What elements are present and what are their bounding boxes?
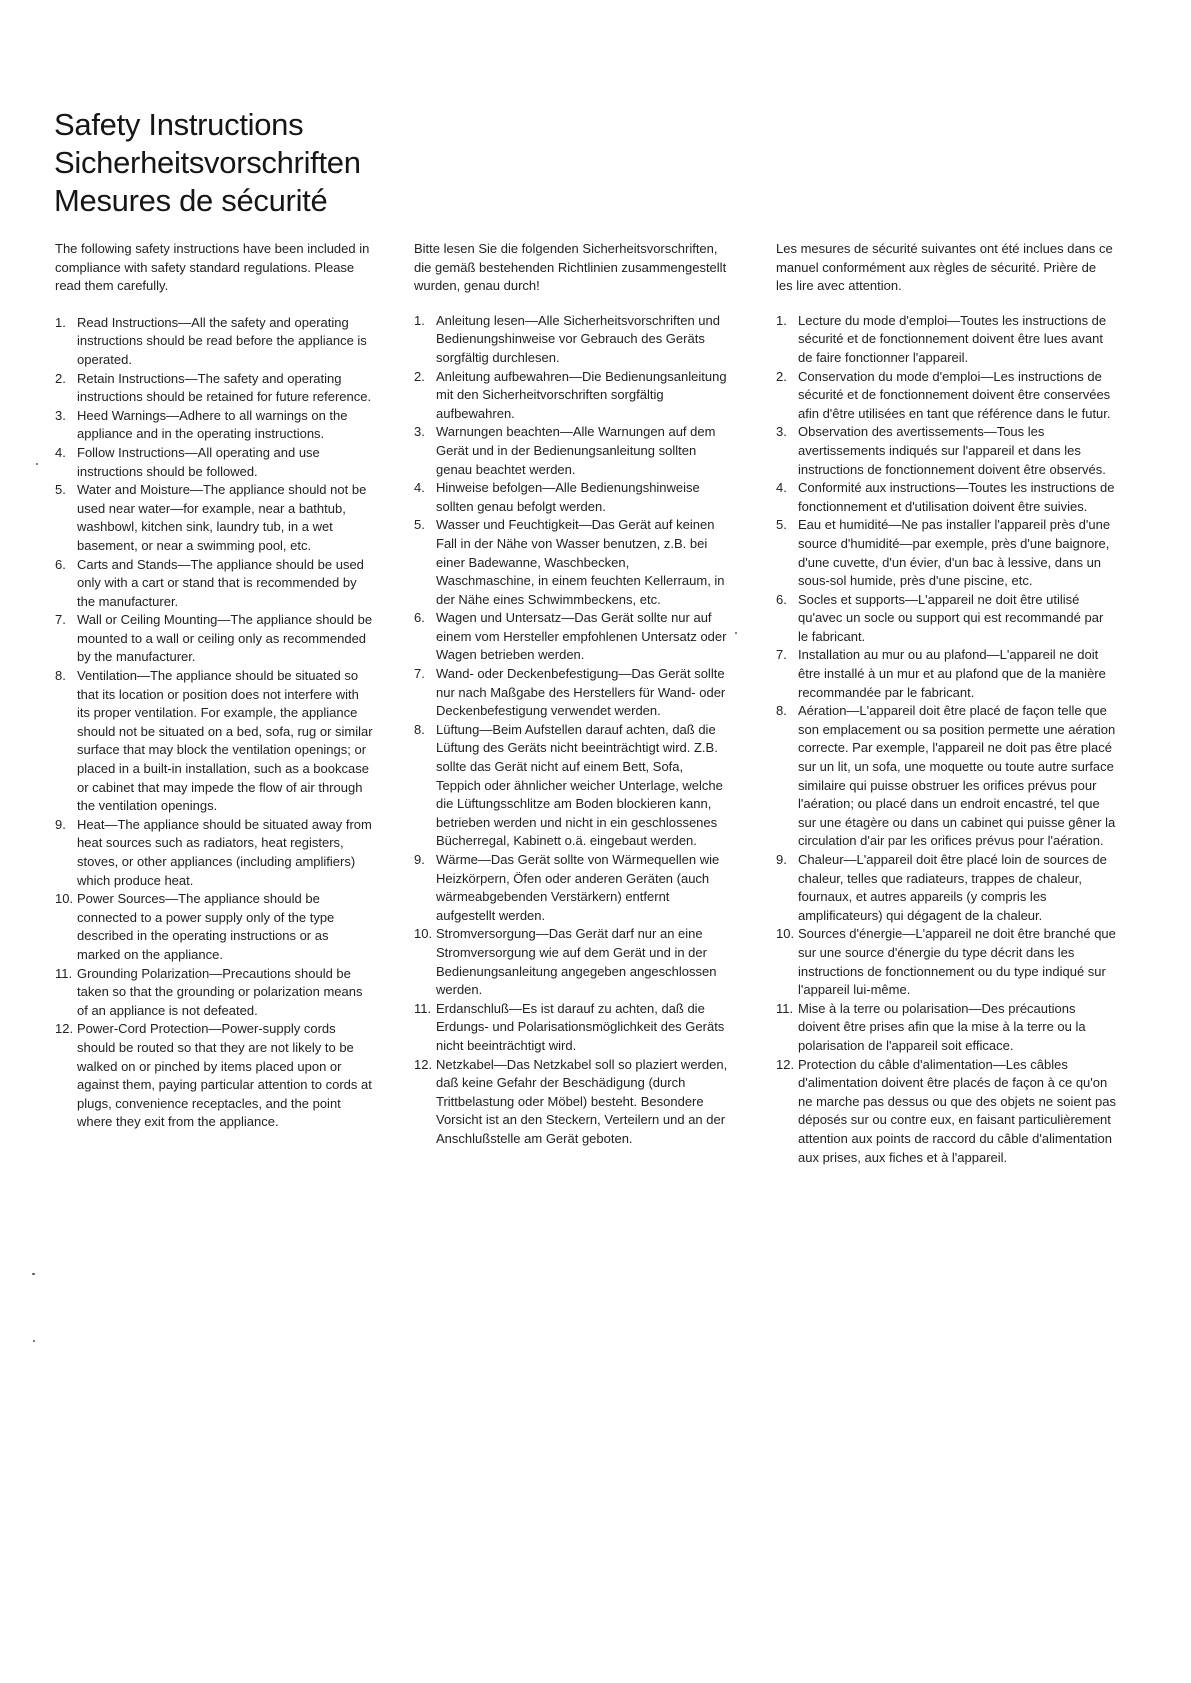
item-text: Conformité aux instructions—Toutes les instructions de fonctionnement et d'utilisation doivent être suivies. <box>798 480 1115 514</box>
item-text: Lecture du mode d'emploi—Toutes les instructions de sécurité et de fonctionnement doivent être lues avant de faire fonctionner l'appareil. <box>798 312 1107 365</box>
item-text: Wasser und Feuchtigkeit—Das Gerät auf keinen Fall in der Nähe von Wasser benutzen, z.B. bei einer Badewanne, Waschbecken, Waschmaschine, in einem feuchten Kellerraum, in der Nähe eines Schwimmbeckens, etc. <box>436 517 725 607</box>
item-text: Follow Instructions—All operating and use instructions should be followed. <box>77 444 320 479</box>
item-text: Power Sources—The appliance should be connected to a power supply only of the type described in the operating instructions or as marked on the appliance. <box>77 891 335 962</box>
item-number: 10. <box>776 926 795 942</box>
item-text: Netzkabel—Das Netzkabel soll so plaziert werden, daß keine Gefahr der Beschädigung (durch Trittbelastung oder Möbel) besteht. Besondere Vorsicht ist an den Steckern, Verteilern und an der Anschlußstelle am Gerät geboten. <box>436 1056 728 1146</box>
item-text: Water and Moisture—The appliance should not be used near water—for example, near a bathtub, washbowl, kitchen sink, laundry tub, in a wet basement, or near a swimming pool, etc. <box>77 482 367 553</box>
instruction-item <box>776 925 1116 999</box>
item-number: 8. <box>55 668 66 684</box>
item-number: 5. <box>55 482 66 498</box>
item-number: 5. <box>414 517 425 533</box>
item-text: Ventilation—The appliance should be situated so that its location or position does not interfere with its proper ventilation. For example, the appliance should not be situated on a bed, sofa, rug or similar surface that may block the ventilation openings; or placed in a built-in installation, such as a bookcase or cabinet that may impede the flow of air through the ventilation openings. <box>77 668 373 814</box>
instruction-item <box>414 1056 728 1149</box>
item-number: 1. <box>414 312 425 328</box>
item-text: Anleitung lesen—Alle Sicherheitsvorschriften und Bedienungshinweise vor Gebrauch des Geräts sorgfältig durchlesen. <box>436 312 720 365</box>
item-number: 7. <box>55 612 66 628</box>
item-number: 2. <box>776 368 787 384</box>
instruction-item <box>776 368 1116 424</box>
item-number: 1. <box>55 314 66 330</box>
item-text: Grounding Polarization—Precautions should be taken so that the grounding or polarization means of an appliance is not defeated. <box>77 965 363 1018</box>
item-text: Protection du câble d'alimentation—Les câbles d'alimentation doivent être placés de façon à ce qu'on ne marche pas dessus ou que des objets ne soient pas déposés sur ou contre eux, en faisant particulièrement attention aux points de raccord du câble d'alimentation aux prises, aux fiches et à l'appareil. <box>798 1056 1116 1165</box>
instruction-list <box>776 312 1116 1167</box>
instruction-item <box>55 370 375 407</box>
item-text: Mise à la terre ou polarisation—Des précautions doivent être prises afin que la mise à la terre ou la polarisation de l'appareil soit efficace. <box>798 1000 1086 1053</box>
scan-speck <box>735 632 737 634</box>
item-number: 12. <box>55 1021 74 1037</box>
instruction-item <box>55 314 375 370</box>
instruction-item <box>55 1020 375 1132</box>
instruction-item <box>55 890 375 964</box>
instruction-item <box>55 965 375 1021</box>
item-number: 11. <box>414 1000 432 1016</box>
instruction-item <box>776 851 1116 925</box>
item-text: Wall or Ceiling Mounting—The appliance should be mounted to a wall or ceiling only as recommended by the manufacturer. <box>77 612 373 665</box>
item-number: 9. <box>776 852 787 867</box>
item-number: 2. <box>55 370 66 386</box>
item-number: 4. <box>776 480 787 496</box>
item-number: 7. <box>414 666 425 682</box>
item-text: Lüftung—Beim Aufstellen darauf achten, daß die Lüftung des Geräts nicht beeinträchtigt wird. Z.B. sollte das Gerät nicht auf einem Bett, Sofa, Teppich oder ähnlicher weicher Unterlage, welche die Lüftungsschlitze am Boden blockieren kann, betrieben werden und nicht in ein geschlossenes Bücherregal, Kabinett o.ä. eingebaut werden. <box>436 721 723 849</box>
instruction-item <box>414 1000 728 1056</box>
page-title-block <box>54 106 361 220</box>
instruction-item <box>414 721 728 851</box>
item-number: 12. <box>776 1056 795 1072</box>
column-french <box>776 240 1116 1167</box>
item-number: 4. <box>414 480 425 496</box>
instruction-item <box>776 1056 1116 1168</box>
item-number: 9. <box>55 816 66 832</box>
item-number: 12. <box>414 1056 433 1072</box>
scan-speck <box>32 1273 35 1275</box>
instruction-item <box>414 479 728 516</box>
scan-speck <box>33 1340 35 1342</box>
intro-paragraph: Les mesures de sécurité suivantes ont été inclues dans ce manuel conformément aux règles de sécurité. Prière de les lire avec attention. <box>776 241 1113 294</box>
instruction-item <box>414 423 728 479</box>
item-text: Wand- oder Deckenbefestigung—Das Gerät sollte nur nach Maßgabe des Herstellers für Wand- oder Deckenbefestigung verwendet werden. <box>436 666 726 719</box>
item-number: 6. <box>414 610 425 626</box>
instruction-item <box>414 609 728 665</box>
instruction-item <box>414 665 728 721</box>
instruction-item <box>55 407 375 444</box>
title-german: Sicherheitsvorschriften <box>54 145 361 180</box>
instruction-item <box>55 444 375 481</box>
intro-paragraph: The following safety instructions have been included in compliance with safety standard regulations. Please read them carefully. <box>55 241 370 294</box>
instruction-item <box>776 312 1116 368</box>
instruction-item <box>776 646 1116 702</box>
instruction-item <box>776 423 1116 479</box>
item-number: 3. <box>55 407 66 423</box>
instruction-item <box>414 312 728 368</box>
item-text: Chaleur—L'appareil doit être placé loin de sources de chaleur, telles que radiateurs, trappes de chaleur, fournaux, et autres appareils (y compris les amplificateurs) qui dégagent de la chaleur. <box>798 852 1107 923</box>
instruction-item <box>414 925 728 999</box>
item-text: Conservation du mode d'emploi—Les instructions de sécurité et de fonctionnement doivent être conservées afin d'être utilisées en tant que référence dans le futur. <box>798 368 1111 421</box>
instruction-list <box>55 314 375 1132</box>
item-number: 11. <box>776 1000 794 1016</box>
item-number: 8. <box>776 703 787 719</box>
scan-speck <box>36 463 38 465</box>
item-number: 1. <box>776 312 787 328</box>
instruction-item <box>776 479 1116 516</box>
item-text: Heat—The appliance should be situated away from heat sources such as radiators, heat registers, stoves, or other appliances (including amplifiers) which produce heat. <box>77 816 372 888</box>
instruction-item <box>776 516 1116 590</box>
item-text: Sources d'énergie—L'appareil ne doit être branché que sur une source d'énergie du type décrit dans les instructions de fonctionnement ou du type indiqué sur l'appareil lui-même. <box>798 926 1116 998</box>
item-number: 11. <box>55 965 73 981</box>
item-text: Aération—L'appareil doit être placé de façon telle que son emplacement ou sa position permette une aération correcte. Par exemple, l'appareil ne doit pas être placé sur un lit, un sofa, une moquette ou toute autre surface similaire qui puisse obstruer les orifices prévus pour l'aération; ou placé dans un endroit encastré, tel que sur une étagère ou dans un cabinet qui puisse gêner la circulation d'air par les orifices prévus pour l'aération. <box>798 703 1116 849</box>
item-number: 7. <box>776 647 787 663</box>
item-text: Wagen und Untersatz—Das Gerät sollte nur auf einem vom Hersteller empfohlenen Untersatz oder Wagen betrieben werden. <box>436 610 727 663</box>
item-text: Stromversorgung—Das Gerät darf nur an eine Stromversorgung wie auf dem Gerät und in der Bedienungsanleitung angegeben angeschlossen werden. <box>436 926 717 998</box>
item-text: Wärme—Das Gerät sollte von Wärmequellen wie Heizkörpern, Öfen oder anderen Geräten (auch wärmeabgebenden Verstärkern) entfernt aufgestellt werden. <box>436 852 720 923</box>
intro-paragraph: Bitte lesen Sie die folgenden Sicherheitsvorschriften, die gemäß bestehenden Richtlinien zusammengestellt wurden, genau durch! <box>414 241 727 294</box>
instruction-item <box>776 591 1116 647</box>
instruction-item <box>776 702 1116 851</box>
item-number: 8. <box>414 721 425 737</box>
instruction-item <box>776 1000 1116 1056</box>
instruction-item <box>55 816 375 890</box>
item-text: Socles et supports—L'appareil ne doit être utilisé qu'avec un socle ou support qui est recommandé par le fabricant. <box>798 591 1104 644</box>
item-text: Erdanschluß—Es ist darauf zu achten, daß die Erdungs- und Polarisationsmöglichkeit des Geräts nicht beeinträchtigt wird. <box>436 1000 725 1053</box>
item-text: Anleitung aufbewahren—Die Bedienungsanleitung mit den Sicherheitvorschriften sorgfältig aufbewahren. <box>436 368 727 421</box>
column-english <box>55 240 375 1132</box>
instruction-item <box>414 851 728 925</box>
item-number: 2. <box>414 368 425 384</box>
item-number: 10. <box>414 926 433 942</box>
item-text: Read Instructions—All the safety and operating instructions should be read before the appliance is operated. <box>77 314 367 367</box>
item-text: Warnungen beachten—Alle Warnungen auf dem Gerät und in der Bedienungsanleitung sollten genau beachtet werden. <box>436 424 716 477</box>
title-english: Safety Instructions <box>54 107 304 142</box>
item-text: Carts and Stands—The appliance should be used only with a cart or stand that is recommended by the manufacturer. <box>77 556 364 609</box>
instruction-item <box>55 556 375 612</box>
item-text: Retain Instructions—The safety and operating instructions should be retained for future reference. <box>77 370 372 405</box>
item-text: Eau et humidité—Ne pas installer l'appareil près d'une source d'humidité—par exemple, près d'une baignore, d'une cuvette, d'un évier, d'un bac à lessive, dans un sous-sol humide, près d'une piscine, etc. <box>798 517 1111 589</box>
instruction-list <box>414 312 728 1149</box>
item-number: 6. <box>55 556 66 572</box>
instruction-item <box>55 611 375 667</box>
item-number: 9. <box>414 852 425 867</box>
item-text: Hinweise befolgen—Alle Bedienungshinweise sollten genau befolgt werden. <box>436 480 700 514</box>
instruction-item <box>414 516 728 609</box>
item-number: 4. <box>55 444 66 460</box>
item-text: Installation au mur ou au plafond—L'appareil ne doit être installé à un mur et au plafond que de la manière recommandée par le fabricant. <box>798 647 1106 700</box>
item-number: 10. <box>55 891 74 907</box>
item-number: 5. <box>776 517 787 533</box>
instruction-item <box>414 368 728 424</box>
instruction-item <box>55 667 375 816</box>
item-number: 3. <box>776 424 787 440</box>
title-french: Mesures de sécurité <box>54 183 328 218</box>
item-number: 6. <box>776 591 787 607</box>
instruction-item <box>55 481 375 555</box>
item-text: Observation des avertissements—Tous les avertissements indiqués sur l'appareil et dans les instructions de fonctionnement doivent être observés. <box>798 424 1106 477</box>
item-text: Power-Cord Protection—Power-supply cords should be routed so that they are not likely to be walked on or pinched by items placed upon or against them, paying particular attention to cords at plugs, convenience receptacles, and the point where they exit from the appliance. <box>77 1021 372 1130</box>
column-german <box>414 240 728 1149</box>
item-number: 3. <box>414 424 425 440</box>
item-text: Heed Warnings—Adhere to all warnings on the appliance and in the operating instructions. <box>77 407 348 442</box>
